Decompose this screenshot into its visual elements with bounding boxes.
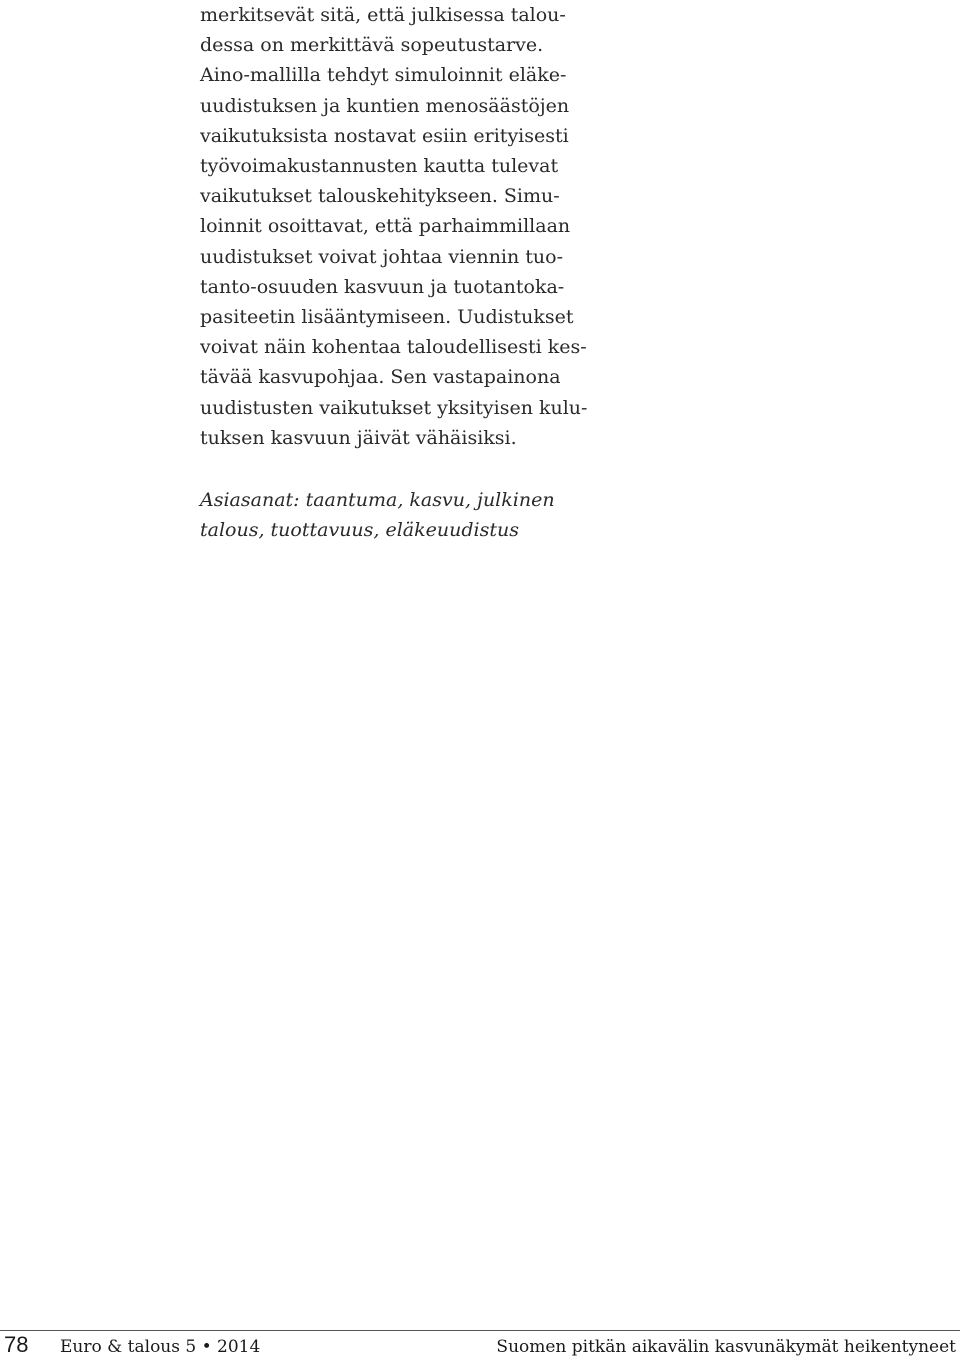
keywords-line: talous, tuottavuus, eläkeuudistus	[200, 519, 519, 542]
body-line: vaikutukset talouskehitykseen. Simu-	[200, 185, 560, 208]
body-line: työvoimakustannusten kautta tulevat	[200, 155, 559, 178]
running-title: Suomen pitkän aikavälin kasvunäkymät heikentyneet	[496, 1337, 956, 1357]
footer-divider	[0, 1330, 960, 1331]
body-line: uudistusten vaikutukset yksityisen kulu-	[200, 396, 588, 419]
body-line: Aino-mallilla tehdyt simuloinnit eläke-	[200, 64, 567, 87]
keywords-line: Asiasanat: taantuma, kasvu, julkinen	[200, 489, 555, 511]
journal-issue: Euro & talous 5 • 2014	[60, 1337, 261, 1357]
body-line: tanto-osuuden kasvuun ja tuotantoka-	[200, 275, 565, 298]
body-line: vaikutuksista nostavat esiin erityisesti	[200, 124, 569, 147]
body-line: uudistukset voivat johtaa viennin tuo-	[200, 245, 564, 268]
page-number: 78	[4, 1332, 29, 1357]
body-line: merkitsevät sitä, että julkisessa talou-	[200, 4, 566, 26]
body-paragraph	[200, 0, 588, 453]
body-line: loinnit osoittavat, että parhaimmillaan	[200, 215, 571, 238]
body-line: voivat näin kohentaa taloudellisesti kes-	[200, 336, 587, 359]
body-line: tävää kasvupohjaa. Sen vastapainona	[200, 366, 561, 389]
keywords	[200, 485, 580, 545]
body-line: uudistuksen ja kuntien menosäästöjen	[200, 94, 570, 117]
body-line: tuksen kasvuun jäivät vähäisiksi.	[200, 426, 517, 449]
body-line: dessa on merkittävä sopeutustarve.	[200, 34, 544, 57]
body-line: pasiteetin lisääntymiseen. Uudistukset	[200, 306, 574, 329]
